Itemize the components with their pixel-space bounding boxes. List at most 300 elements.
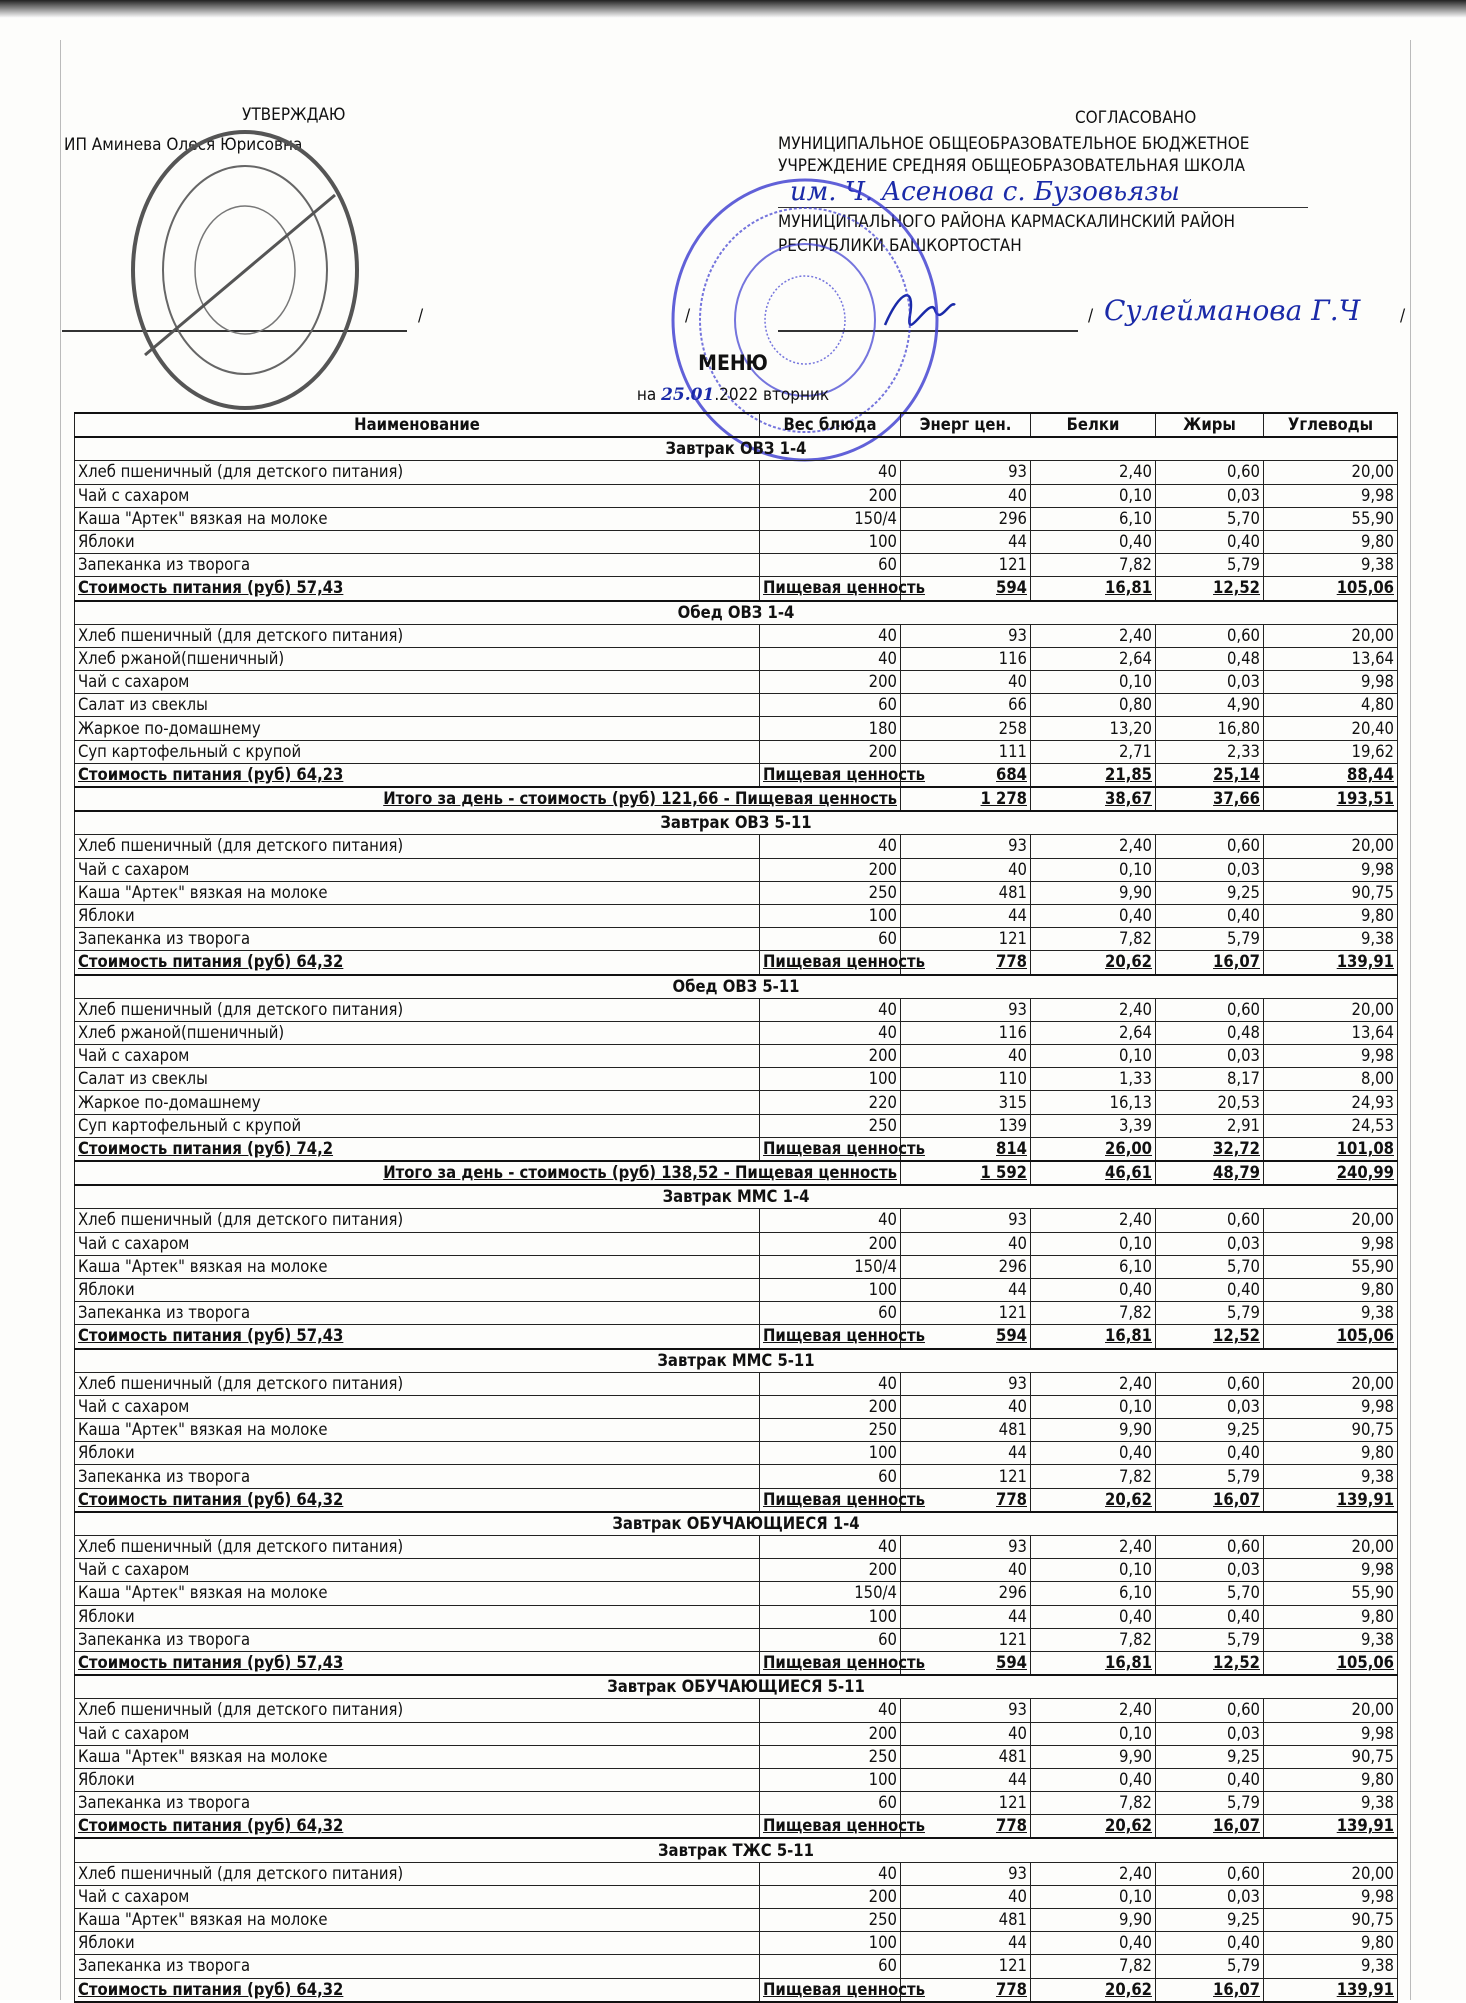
table-cell: 0,40 [1031,904,1156,927]
table-cell: 9,38 [1264,1465,1398,1488]
table-cell: Стоимость питания (руб) 57,43 [75,1651,760,1675]
table-cell: 20,40 [1264,717,1398,740]
slash: / [1088,306,1094,326]
section-total-row [75,763,1398,787]
table-cell: 40 [760,1021,901,1044]
section-total-row [75,951,1398,975]
table-cell: Пищевая ценность [760,577,901,601]
table-cell: 250 [760,1745,901,1768]
table-cell: 200 [760,1232,901,1255]
table-cell: 9,98 [1264,858,1398,881]
table-cell: Пищевая ценность [760,1325,901,1349]
table-cell: Чай с сахаром [75,1045,760,1068]
table-cell: Обед ОВЗ 1-4 [75,601,1398,625]
table-cell: 9,80 [1264,1932,1398,1955]
table-cell: 60 [760,1792,901,1815]
table-cell: 0,40 [1031,1442,1156,1465]
table-cell: Запеканка из творога [75,1792,760,1815]
table-cell: 44 [901,1932,1031,1955]
table-cell: 296 [901,507,1031,530]
table-cell: 9,98 [1264,484,1398,507]
table-cell: 481 [901,1909,1031,1932]
table-row [75,647,1398,670]
table-cell: 9,98 [1264,1232,1398,1255]
table-cell: 594 [901,1325,1031,1349]
table-row [75,507,1398,530]
table-cell: 150/4 [760,1582,901,1605]
day-total-row [75,787,1398,811]
table-cell: 0,10 [1031,1045,1156,1068]
table-cell: 7,82 [1031,928,1156,951]
table-cell: 6,10 [1031,507,1156,530]
table-cell: 7,82 [1031,1302,1156,1325]
table-cell: 88,44 [1264,763,1398,787]
table-cell: 93 [901,1372,1031,1395]
table-cell: 0,03 [1156,1395,1264,1418]
table-cell: 16,07 [1156,1815,1264,1839]
org-line-3: МУНИЦИПАЛЬНОГО РАЙОНА КАРМАСКАЛИНСКИЙ РАЙОН [778,212,1236,232]
table-cell: 200 [760,1722,901,1745]
table-cell: Хлеб пшеничный (для детского питания) [75,1536,760,1559]
table-cell: 90,75 [1264,1419,1398,1442]
table-cell: 66 [901,694,1031,717]
table-row [75,740,1398,763]
table-row [75,1885,1398,1908]
table-cell: 26,00 [1031,1137,1156,1161]
table-row [75,1628,1398,1651]
section-title-row [75,975,1398,999]
table-cell: 40 [901,671,1031,694]
table-cell: 0,40 [1031,1605,1156,1628]
table-cell: 9,80 [1264,1442,1398,1465]
table-cell: 481 [901,1419,1031,1442]
table-cell: 9,25 [1156,1419,1264,1442]
table-cell: 40 [760,1372,901,1395]
table-cell: 40 [760,1862,901,1885]
table-cell: 139,91 [1264,951,1398,975]
table-cell: Хлеб пшеничный (для детского питания) [75,1862,760,1885]
menu-date [0,384,1466,406]
table-cell: 44 [901,530,1031,553]
org-handwritten: им. Ч. Асенова с. Бузовьязы [790,177,1180,207]
table-cell: 40 [760,1536,901,1559]
table-cell: 16,07 [1156,951,1264,975]
table-row [75,1255,1398,1278]
table-cell: 60 [760,554,901,577]
table-row [75,1465,1398,1488]
table-cell: 2,40 [1031,835,1156,858]
table-cell: 2,64 [1031,1021,1156,1044]
table-cell: Каша "Артек" вязкая на молоке [75,1419,760,1442]
table-cell: Яблоки [75,1442,760,1465]
table-cell: Завтрак ОВЗ 1-4 [75,437,1398,461]
table-cell: 0,10 [1031,1559,1156,1582]
table-cell: 44 [901,1768,1031,1791]
table-cell: Каша "Артек" вязкая на молоке [75,1582,760,1605]
table-cell: 100 [760,1605,901,1628]
table-cell: 1 278 [901,787,1031,811]
table-cell: Яблоки [75,1278,760,1301]
table-cell: 9,25 [1156,1909,1264,1932]
table-cell: 110 [901,1068,1031,1091]
table-cell: 2,40 [1031,998,1156,1021]
table-cell: 20,62 [1031,951,1156,975]
col-name: Наименование [75,413,760,437]
table-cell: 60 [760,1628,901,1651]
table-cell: 5,79 [1156,1628,1264,1651]
table-row [75,835,1398,858]
table-cell: 5,79 [1156,554,1264,577]
table-row [75,717,1398,740]
table-cell: 9,80 [1264,904,1398,927]
table-cell: 40 [901,858,1031,881]
table-cell: Хлеб пшеничный (для детского питания) [75,461,760,484]
table-cell: 40 [901,1722,1031,1745]
table-cell: 0,60 [1156,624,1264,647]
table-cell: 9,98 [1264,1559,1398,1582]
table-cell: 778 [901,1978,1031,2002]
table-cell: 12,52 [1156,1325,1264,1349]
table-cell: Хлеб пшеничный (для детского питания) [75,624,760,647]
table-cell: 48,79 [1156,1161,1264,1185]
table-cell: 60 [760,1302,901,1325]
table-cell: 21,85 [1031,763,1156,787]
table-cell: 20,00 [1264,1209,1398,1232]
table-cell: 100 [760,904,901,927]
table-cell: 8,17 [1156,1068,1264,1091]
table-cell: Стоимость питания (руб) 64,32 [75,1488,760,1512]
table-cell: 9,25 [1156,1745,1264,1768]
table-cell: 25,14 [1156,763,1264,787]
table-cell: 1 592 [901,1161,1031,1185]
table-cell: 9,38 [1264,1792,1398,1815]
table-cell: 44 [901,1605,1031,1628]
table-cell: 9,90 [1031,1419,1156,1442]
section-title-row [75,1512,1398,1536]
table-cell: 100 [760,1278,901,1301]
table-cell: 32,72 [1156,1137,1264,1161]
table-row [75,624,1398,647]
table-cell: 20,00 [1264,998,1398,1021]
table-cell: 20,00 [1264,461,1398,484]
table-cell: Жаркое по-домашнему [75,717,760,740]
table-cell: 40 [901,1559,1031,1582]
table-cell: 0,48 [1156,1021,1264,1044]
table-cell: 6,10 [1031,1582,1156,1605]
table-row [75,928,1398,951]
table-cell: 7,82 [1031,1792,1156,1815]
table-cell: 5,79 [1156,1465,1264,1488]
table-cell: 100 [760,1932,901,1955]
table-cell: 5,70 [1156,1582,1264,1605]
table-cell: 121 [901,928,1031,951]
table-cell: 111 [901,740,1031,763]
table-cell: 37,66 [1156,787,1264,811]
table-cell: 12,52 [1156,577,1264,601]
table-cell: 100 [760,1768,901,1791]
table-cell: 116 [901,647,1031,670]
table-cell: 60 [760,1465,901,1488]
table-cell: 0,03 [1156,1885,1264,1908]
table-cell: 20,62 [1031,1815,1156,1839]
table-cell: 778 [901,951,1031,975]
col-fat: Жиры [1156,413,1264,437]
table-row [75,1021,1398,1044]
table-cell: 7,82 [1031,1465,1156,1488]
table-cell: Чай с сахаром [75,1232,760,1255]
table-cell: 0,10 [1031,484,1156,507]
table-cell: 200 [760,1395,901,1418]
table-cell: Завтрак ОБУЧАЮЩИЕСЯ 1-4 [75,1512,1398,1536]
table-cell: Хлеб пшеничный (для детского питания) [75,1699,760,1722]
table-cell: 16,07 [1156,1978,1264,2002]
table-cell: 20,00 [1264,1372,1398,1395]
section-title-row [75,1349,1398,1373]
table-row [75,1768,1398,1791]
table-cell: 9,98 [1264,1885,1398,1908]
table-cell: 2,33 [1156,740,1264,763]
table-cell: 139,91 [1264,1815,1398,1839]
table-cell: 55,90 [1264,1255,1398,1278]
table-cell: Запеканка из творога [75,928,760,951]
table-cell: 93 [901,1536,1031,1559]
grid-line [1410,40,1411,2000]
table-cell: 93 [901,1862,1031,1885]
org-line-4: РЕСПУБЛИКИ БАШКОРТОСТАН [778,236,1022,256]
table-cell: 2,40 [1031,1372,1156,1395]
table-cell: 9,90 [1031,881,1156,904]
table-cell: 0,40 [1156,1605,1264,1628]
table-cell: 0,03 [1156,484,1264,507]
table-header [75,413,1398,437]
table-cell: 38,67 [1031,787,1156,811]
table-row [75,1862,1398,1885]
slash: / [1400,306,1406,326]
table-row [75,1909,1398,1932]
table-cell: 0,10 [1031,1885,1156,1908]
table-cell: 0,03 [1156,1722,1264,1745]
table-cell: Чай с сахаром [75,671,760,694]
table-cell: 0,80 [1031,694,1156,717]
table-cell: 9,38 [1264,928,1398,951]
table-cell: 2,64 [1031,647,1156,670]
table-cell: 0,48 [1156,647,1264,670]
table-cell: 200 [760,671,901,694]
table-cell: 200 [760,1559,901,1582]
table-cell: 0,40 [1031,1278,1156,1301]
table-cell: 9,80 [1264,1278,1398,1301]
table-cell: Чай с сахаром [75,1395,760,1418]
table-cell: Каша "Артек" вязкая на молоке [75,1909,760,1932]
table-cell: 2,40 [1031,1699,1156,1722]
date-prefix: на [636,385,662,405]
table-row [75,1278,1398,1301]
table-cell: Итого за день - стоимость (руб) 121,66 - Пищевая ценность [75,787,901,811]
table-cell: 93 [901,624,1031,647]
table-row [75,998,1398,1021]
table-cell: 101,08 [1264,1137,1398,1161]
table-cell: 24,93 [1264,1091,1398,1114]
table-cell: Хлеб пшеничный (для детского питания) [75,1209,760,1232]
table-cell: 6,10 [1031,1255,1156,1278]
table-cell: 93 [901,1699,1031,1722]
table-cell: 139 [901,1114,1031,1137]
table-cell: 220 [760,1091,901,1114]
table-cell: 121 [901,1628,1031,1651]
table-row [75,1582,1398,1605]
table-cell: 9,80 [1264,1768,1398,1791]
table-row [75,1372,1398,1395]
table-cell: 0,40 [1156,1768,1264,1791]
table-cell: 40 [901,1395,1031,1418]
table-cell: 0,40 [1031,1932,1156,1955]
table-cell: Яблоки [75,1768,760,1791]
table-cell: Завтрак ОБУЧАЮЩИЕСЯ 5-11 [75,1675,1398,1699]
table-cell: 12,52 [1156,1651,1264,1675]
day-total-row [75,1161,1398,1185]
table-cell: 0,03 [1156,1232,1264,1255]
table-cell: 0,40 [1031,1768,1156,1791]
table-cell: 0,60 [1156,461,1264,484]
col-energy: Энерг цен. [901,413,1031,437]
table-cell: Каша "Артек" вязкая на молоке [75,507,760,530]
table-cell: 0,40 [1031,530,1156,553]
section-title-row [75,437,1398,461]
table-cell: 296 [901,1582,1031,1605]
table-cell: 105,06 [1264,1325,1398,1349]
table-cell: Хлеб пшеничный (для детского питания) [75,835,760,858]
table-cell: Пищевая ценность [760,1978,901,2002]
table-cell: Стоимость питания (руб) 64,32 [75,951,760,975]
table-cell: 9,38 [1264,1628,1398,1651]
table-cell: Жаркое по-домашнему [75,1091,760,1114]
table-cell: Суп картофельный с крупой [75,1114,760,1137]
table-cell: 40 [901,1045,1031,1068]
table-cell: 180 [760,717,901,740]
table-cell: Завтрак ОВЗ 5-11 [75,811,1398,835]
table-cell: 0,60 [1156,998,1264,1021]
table-cell: 2,40 [1031,1536,1156,1559]
table-row [75,904,1398,927]
table-cell: Хлеб ржаной(пшеничный) [75,1021,760,1044]
table-cell: 4,80 [1264,694,1398,717]
table-row [75,1209,1398,1232]
table-cell: 40 [760,647,901,670]
table-cell: 778 [901,1488,1031,1512]
table-cell: 0,60 [1156,835,1264,858]
table-row [75,858,1398,881]
table-row [75,1699,1398,1722]
table-cell: 2,40 [1031,1209,1156,1232]
table-cell: 16,07 [1156,1488,1264,1512]
table-cell: 93 [901,1209,1031,1232]
table-cell: 90,75 [1264,1909,1398,1932]
table-cell: 5,79 [1156,1792,1264,1815]
table-cell: Яблоки [75,530,760,553]
table-cell: 0,03 [1156,671,1264,694]
table-cell: Чай с сахаром [75,1885,760,1908]
org-line-1: МУНИЦИПАЛЬНОЕ ОБЩЕОБРАЗОВАТЕЛЬНОЕ БЮДЖЕТНОЕ [778,134,1250,154]
table-cell: 0,40 [1156,530,1264,553]
table-cell: 46,61 [1031,1161,1156,1185]
table-cell: Завтрак ММС 1-4 [75,1185,1398,1209]
table-cell: 20,00 [1264,1862,1398,1885]
table-cell: Каша "Артек" вязкая на молоке [75,881,760,904]
table-cell: 16,80 [1156,717,1264,740]
table-cell: Пищевая ценность [760,1137,901,1161]
table-cell: 2,40 [1031,1862,1156,1885]
table-cell: 0,40 [1156,1932,1264,1955]
table-cell: 60 [760,928,901,951]
table-cell: Запеканка из творога [75,1465,760,1488]
table-cell: 100 [760,1068,901,1091]
table-cell: Суп картофельный с крупой [75,740,760,763]
table-cell: 100 [760,1442,901,1465]
table-row [75,461,1398,484]
table-cell: 93 [901,835,1031,858]
table-cell: 250 [760,1419,901,1442]
table-cell: Стоимость питания (руб) 57,43 [75,1325,760,1349]
menu-table [74,412,1398,2003]
table-cell: 40 [760,1209,901,1232]
table-row [75,1559,1398,1582]
table-row [75,1745,1398,1768]
table-cell: 9,90 [1031,1745,1156,1768]
table-cell: 200 [760,858,901,881]
table-cell: 16,81 [1031,1325,1156,1349]
table-cell: 0,03 [1156,1045,1264,1068]
table-cell: 0,60 [1156,1536,1264,1559]
section-total-row [75,1978,1398,2002]
table-cell: 121 [901,1302,1031,1325]
table-cell: 0,10 [1031,1232,1156,1255]
section-total-row [75,1137,1398,1161]
page-title: МЕНЮ [698,351,768,375]
table-cell: Хлеб пшеничный (для детского питания) [75,998,760,1021]
table-cell: Чай с сахаром [75,858,760,881]
table-row [75,1536,1398,1559]
table-cell: 0,03 [1156,1559,1264,1582]
table-row [75,1114,1398,1137]
table-cell: 20,62 [1031,1488,1156,1512]
table-cell: Пищевая ценность [760,1815,901,1839]
table-cell: 9,38 [1264,1955,1398,1978]
table-cell: 0,60 [1156,1372,1264,1395]
table-cell: 0,10 [1031,1722,1156,1745]
table-row [75,1605,1398,1628]
table-cell: 90,75 [1264,1745,1398,1768]
col-protein: Белки [1031,413,1156,437]
org-line-2: УЧРЕЖДЕНИЕ СРЕДНЯЯ ОБЩЕОБРАЗОВАТЕЛЬНАЯ ШКОЛА [778,156,1245,176]
table-cell: 200 [760,740,901,763]
table-cell: 0,10 [1031,671,1156,694]
table-cell: 193,51 [1264,787,1398,811]
table-cell: 7,82 [1031,1955,1156,1978]
table-cell: 0,40 [1156,1442,1264,1465]
table-row [75,1091,1398,1114]
section-total-row [75,577,1398,601]
table-row [75,484,1398,507]
table-cell: 105,06 [1264,577,1398,601]
agreed-label: СОГЛАСОВАНО [1075,108,1197,128]
section-title-row [75,601,1398,625]
table-cell: Стоимость питания (руб) 57,43 [75,577,760,601]
table-cell: 778 [901,1815,1031,1839]
table-cell: 296 [901,1255,1031,1278]
approve-label: УТВЕРЖДАЮ [242,105,346,125]
table-cell: 594 [901,1651,1031,1675]
table-cell: 150/4 [760,1255,901,1278]
